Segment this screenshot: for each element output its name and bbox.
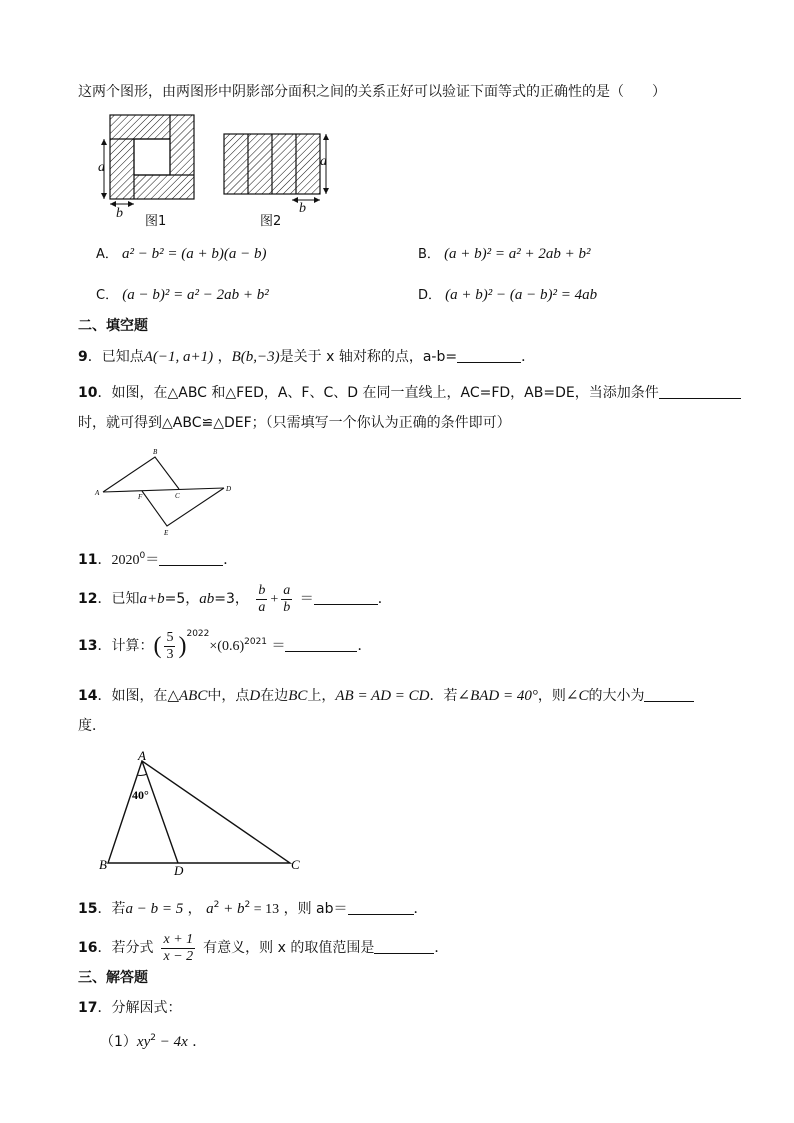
option-c-label: C． <box>96 288 119 303</box>
option-d-label: D． <box>418 288 442 303</box>
q11-exp: 0 <box>139 551 146 561</box>
q14-t5: ．若 <box>429 688 458 704</box>
q11-end: ． <box>223 552 238 568</box>
q15-answer-blank[interactable] <box>348 900 414 915</box>
q10-label-f: F <box>138 493 143 501</box>
question-12 <box>78 580 392 619</box>
q14-angle: ∠BAD = 40° <box>457 688 538 704</box>
q9-number: 9 <box>78 349 88 365</box>
q13-lparen: ( <box>153 633 162 659</box>
q12-cond1: a+b <box>139 591 165 607</box>
fig2-a-label: a <box>320 154 327 169</box>
figure-1-2 <box>96 112 346 232</box>
q10-text-1: ．如图，在△ABC 和△FED，A、F、C、D 在同一直线上，AC=FD，AB=DE，当添加条件 <box>97 385 659 401</box>
option-b-label: B． <box>418 247 440 262</box>
q12-pre: ．已知 <box>97 591 140 607</box>
option-c-expr: (a − b)² = a² − 2ab + b² <box>122 287 269 303</box>
q14-d: D <box>249 688 261 704</box>
q13-rparen: ) <box>178 633 187 659</box>
q14-angle-label: 40° <box>132 788 149 802</box>
fig2-caption: 图2 <box>260 214 282 229</box>
q14-t4: 上， <box>307 688 336 704</box>
q9-answer-blank[interactable] <box>457 348 521 363</box>
q12-frac-b-over-a: $\frac{b}{a}$ <box>258 582 266 615</box>
option-a[interactable] <box>96 243 267 263</box>
q14-t3: 在边 <box>260 688 289 704</box>
q15-pre: ．若 <box>97 901 126 917</box>
fig2-b-label: b <box>299 201 306 216</box>
q14-label-d: D <box>174 863 184 876</box>
q12-number: 12 <box>78 591 98 607</box>
q12-eq2: =3， <box>214 591 249 607</box>
q10-number: 10 <box>78 385 98 401</box>
option-b[interactable] <box>418 243 591 263</box>
q12-eq: ＝ <box>299 591 314 607</box>
q14-label-b: B <box>99 857 107 872</box>
q16-answer-blank[interactable] <box>374 939 434 954</box>
q10-answer-blank[interactable] <box>659 384 741 399</box>
q13-exp2: 2021 <box>244 637 268 647</box>
q14-label-c: C <box>291 857 300 872</box>
fig1-b-label: b <box>116 206 123 221</box>
q17-sub1-expr-a: xy <box>136 1034 151 1050</box>
q17-sub1-end: ． <box>187 1034 207 1050</box>
q9-sep: ， <box>213 349 232 365</box>
q14-bc: BC <box>288 688 308 704</box>
q14-angc: ∠C <box>565 688 589 704</box>
q10-label-e: E <box>164 529 169 537</box>
q14-t6: ，则 <box>537 688 566 704</box>
q12-plus: + <box>270 592 279 607</box>
question-16 <box>78 928 448 968</box>
q13-eq: ＝ <box>271 638 286 654</box>
question-10-line1 <box>78 383 741 403</box>
question-13 <box>78 624 371 669</box>
question-9 <box>78 347 535 367</box>
q9-point-b: B(b,−3) <box>231 349 280 365</box>
q17-text: ．分解因式： <box>97 1000 182 1016</box>
question-14-line1 <box>78 686 694 706</box>
q9-post: 是关于 x 轴对称的点，a-b= <box>279 349 458 365</box>
q14-t1: ．如图，在 <box>97 688 168 704</box>
question-17 <box>78 998 181 1018</box>
figure-2 <box>224 134 329 203</box>
q13-frac: $\frac{5}{3}$ <box>166 629 174 662</box>
q15-e2c: = 13 <box>250 902 280 917</box>
option-a-expr: a² − b² = (a + b)(a − b) <box>122 246 267 262</box>
figure-1 <box>101 115 194 207</box>
q15-e2b: + b <box>219 901 245 917</box>
q12-frac-a-over-b: $\frac{a}{b}$ <box>283 582 291 615</box>
section-solve: 三、解答题 <box>78 970 148 986</box>
q17-sub1-expr-b: − 4x <box>155 1034 188 1050</box>
fig1-caption: 图1 <box>145 214 167 229</box>
option-d-expr: (a + b)² − (a − b)² = 4ab <box>445 287 598 303</box>
q10-label-d: D <box>226 485 232 493</box>
q11-answer-blank[interactable] <box>159 551 223 566</box>
q14-number: 14 <box>78 688 98 704</box>
option-b-expr: (a + b)² = a² + 2ab + b² <box>444 246 591 262</box>
q16-post: 有意义，则 x 的取值范围是 <box>203 940 375 956</box>
q14-figure <box>92 748 312 876</box>
option-a-label: A． <box>96 247 118 262</box>
q17-number: 17 <box>78 1000 98 1016</box>
q14-answer-blank[interactable] <box>644 687 694 702</box>
q9-pre: ．已知点 <box>87 349 144 365</box>
q16-pre: ．若分式 <box>97 940 154 956</box>
q12-eq1: =5， <box>164 591 200 607</box>
q10-figure <box>92 446 242 538</box>
q15-e1: a − b = 5 <box>125 901 184 917</box>
q13-answer-blank[interactable] <box>285 637 357 652</box>
question-8-stem: 这两个图形，由两图形中阴影部分面积之间的关系正好可以验证下面等式的正确性的是（ ） <box>78 84 666 100</box>
q9-point-a: A(−1, a+1) <box>143 349 214 365</box>
question-15: 15．若a − b = 5 ， $a^2 + b^2 = 13$ ，则 ab＝ ． <box>78 900 428 917</box>
q14-t2: 中，点 <box>207 688 250 704</box>
q11-number: 11 <box>78 552 98 568</box>
q13-end: ． <box>357 638 372 654</box>
q12-end: ． <box>377 591 392 607</box>
q13-mid: ×(0.6) <box>209 639 245 654</box>
q15-number: 15 <box>78 901 98 917</box>
q13-pre: ．计算： <box>97 638 154 654</box>
q13-exp1: 2022 <box>186 629 210 639</box>
q11-base: 2020 <box>111 553 140 568</box>
q15-end: ． <box>413 901 428 917</box>
q17-sub1-label: （1） <box>100 1034 137 1050</box>
q10-label-a: A <box>95 489 100 497</box>
q14-tri: △ABC <box>167 688 208 704</box>
q16-end: ． <box>434 940 449 956</box>
q14-t7: 的大小为 <box>588 688 645 704</box>
q12-answer-blank[interactable] <box>314 590 378 605</box>
q16-number: 16 <box>78 940 98 956</box>
q13-number: 13 <box>78 638 98 654</box>
q15-e2a: a <box>206 901 214 917</box>
option-c[interactable] <box>96 284 269 304</box>
q14-label-a: A <box>138 748 146 763</box>
q11-eq: ＝ <box>145 552 160 568</box>
q15-sep: ， <box>183 901 202 917</box>
q12-cond2: ab <box>199 591 215 607</box>
question-11 <box>78 550 237 571</box>
q11-dot: ． <box>97 552 112 568</box>
fig1-a-label: a <box>98 160 105 175</box>
q14-eqs: AB = AD = CD <box>335 688 430 704</box>
q10-label-c: C <box>175 492 180 500</box>
option-d[interactable] <box>418 284 597 304</box>
question-10-line2: 时，就可得到△ABC≌△DEF；（只需填写一个你认为正确的条件即可） <box>78 415 511 431</box>
section-fill-in: 二、填空题 <box>78 318 148 334</box>
q9-end: ． <box>521 349 536 365</box>
q16-frac: $\frac{x + 1}{x - 2}$ <box>163 931 194 964</box>
q15-post: ，则 ab＝ <box>279 901 348 917</box>
question-14-line2: 度． <box>78 718 106 734</box>
q10-label-b: B <box>153 448 158 456</box>
question-17-part-1: $(1)xy^2 - 4x$ ． <box>100 1033 207 1050</box>
